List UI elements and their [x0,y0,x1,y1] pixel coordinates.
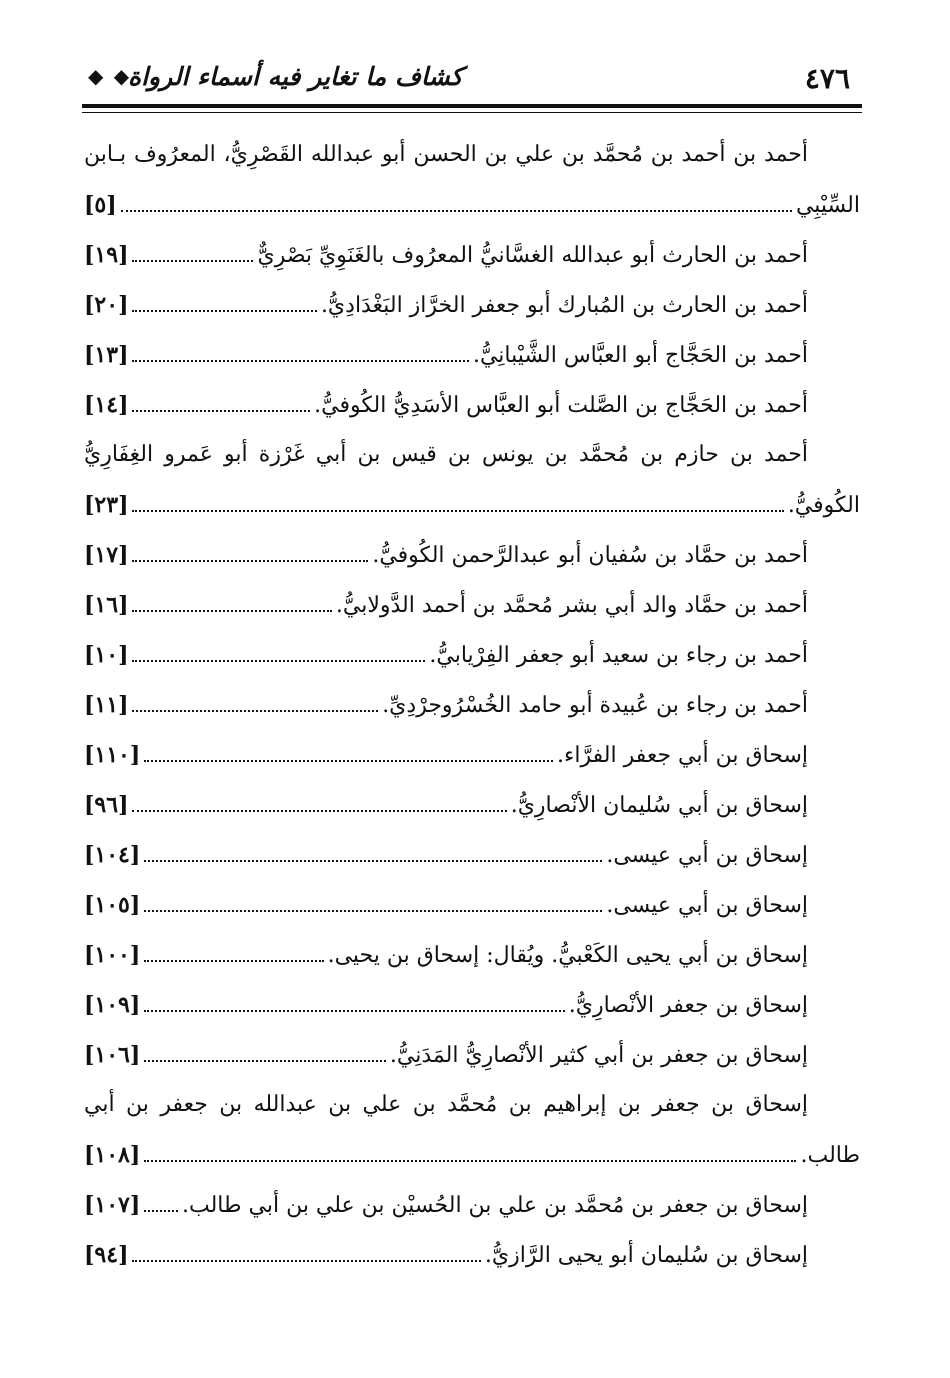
entry-reference-number: [١٧] [84,542,129,568]
index-entry [84,1180,860,1230]
dot-leader [132,810,506,812]
entry-line [84,630,860,680]
entry-line [84,1130,860,1180]
entry-line [84,330,860,380]
page-number: ٤٧٦ [804,62,850,95]
entry-reference-number: [١٩] [84,242,129,268]
index-entry [84,330,860,380]
entry-text: السِّيْبِي [795,193,860,218]
dot-leader [132,1260,480,1262]
entry-text: أحمد بن الحَجَّاج أبو العبَّاس الشَّيْبانِيُّ. [472,343,808,368]
entry-line [84,230,860,280]
entry-text: أحمد بن الحارث بن المُبارك أبو جعفر الخرَّاز البَغْدَادِيُّ. [320,293,808,318]
dot-leader [132,710,378,712]
index-entry [84,630,860,680]
entry-line [84,580,860,630]
entry-text: أحمد بن حمَّاد بن سُفيان أبو عبدالرَّحمن الكُوفيُّ. [372,543,808,568]
entry-text: أحمد بن رجاء بن سعيد أبو جعفر الفِرْيابيُّ. [429,643,808,668]
entry-text: إسحاق بن أبي سُليمان الأنْصارِيُّ. [510,793,808,818]
entry-reference-number: [٢٠] [84,292,129,318]
dot-leader [144,1160,796,1162]
entry-reference-number: [١٠٩] [84,992,141,1018]
entry-line [84,1230,860,1280]
entry-text: إسحاق بن أبي عيسى. [606,893,808,918]
index-entry [84,730,860,780]
dot-leader [132,560,368,562]
entry-line [84,880,860,930]
dot-leader [121,210,792,212]
entry-reference-number: [١٤] [84,392,129,418]
entry-reference-number: [١٠] [84,642,129,668]
entry-text: أحمد بن أحمد بن مُحمَّد بن علي بن الحسن أبو عبدالله القَصْرِيُّ، المعرُوف بـابن [84,142,808,167]
entry-text: أحمد بن الحارث أبو عبدالله الغسَّانيُّ المعرُوف بالغَنَوِيِّ بَصْرِيٌّ [257,243,808,268]
entry-line [84,180,860,230]
entry-text: أحمد بن حازم بن مُحمَّد بن يونس بن قيس بن أبي غَرْزة أبو عَمرو الغِفَارِيُّ [84,442,808,467]
entry-line [84,380,860,430]
entry-line [84,980,860,1030]
running-title: كشاف ما تغاير فيه أسماء الرواة [128,62,463,91]
entry-reference-number: [١٦] [84,592,129,618]
dot-leader [144,1060,386,1062]
entry-line [84,530,860,580]
index-entry [84,580,860,630]
index-entry [84,530,860,580]
index-entry [84,930,860,980]
entry-reference-number: [١٠٧] [84,1192,141,1218]
entry-reference-number: [١١] [84,692,129,718]
entry-text: أحمد بن الحَجَّاج بن الصَّلت أبو العبَّاس الأسَدِيُّ الكُوفيُّ. [314,393,808,418]
entry-reference-number: [٩٤] [84,1242,129,1268]
dot-leader [132,610,331,612]
index-entry [84,1080,860,1180]
narrator-index-list [84,130,860,1280]
header-rule-thick [82,104,862,108]
entry-line [84,1180,860,1230]
entry-reference-number: [٩٦] [84,792,129,818]
dot-leader [144,910,602,912]
entry-text: أحمد بن حمَّاد والد أبي بشر مُحمَّد بن أحمد الدَّولابيُّ. [335,593,808,618]
entry-line [84,130,860,180]
entry-line [84,680,860,730]
index-entry [84,230,860,280]
dot-leader [144,1010,564,1012]
index-entry [84,680,860,730]
entry-text: إسحاق بن جعفر الأنْصارِيُّ. [568,993,808,1018]
diamond-ornament-icon: ◆ ◆ [88,64,132,88]
dot-leader [144,960,323,962]
dot-leader [132,660,425,662]
index-entry [84,830,860,880]
entry-text: إسحاق بن جعفر بن أبي كثير الأنْصارِيُّ المَدَنِيُّ. [389,1043,808,1068]
index-entry [84,980,860,1030]
entry-reference-number: [١٣] [84,342,129,368]
entry-line [84,730,860,780]
dot-leader [132,310,316,312]
entry-line [84,780,860,830]
entry-line [84,430,860,480]
dot-leader [132,410,310,412]
entry-reference-number: [١١٠] [84,742,141,768]
dot-leader [144,1210,178,1212]
entry-text: إسحاق بن أبي يحيى الكَعْبيُّ. ويُقال: إسحاق بن يحيى. [327,943,808,968]
entry-line [84,1030,860,1080]
entry-text: أحمد بن رجاء بن عُبيدة أبو حامد الخُسْرُوجرْدِيِّ. [382,693,808,718]
entry-line [84,480,860,530]
index-entry [84,880,860,930]
entry-reference-number: [١٠٨] [84,1142,141,1168]
entry-text: طالب. [800,1143,860,1168]
dot-leader [144,760,553,762]
dot-leader [132,510,783,512]
entry-text: إسحاق بن أبي عيسى. [606,843,808,868]
entry-reference-number: [١٠٤] [84,842,141,868]
entry-line [84,830,860,880]
index-entry [84,780,860,830]
entry-line [84,930,860,980]
entry-reference-number: [١٠٦] [84,1042,141,1068]
index-entry [84,1230,860,1280]
entry-text: إسحاق بن أبي جعفر الفرَّاء. [557,743,808,768]
entry-reference-number: [٥] [84,192,117,218]
entry-text: إسحاق بن سُليمان أبو يحيى الرَّازيُّ. [484,1243,808,1268]
dot-leader [144,860,602,862]
entry-reference-number: [١٠٠] [84,942,141,968]
entry-reference-number: [٢٣] [84,492,129,518]
dot-leader [132,360,468,362]
entry-reference-number: [١٠٥] [84,892,141,918]
entry-text: إسحاق بن جعفر بن مُحمَّد بن علي بن الحُسيْن بن علي بن أبي طالب. [182,1193,808,1218]
page-header [88,58,850,104]
index-entry [84,280,860,330]
header-rule-thin [82,112,862,113]
entry-text: الكُوفيُّ. [787,493,860,518]
index-entry [84,430,860,530]
index-entry [84,130,860,230]
entry-line [84,280,860,330]
entry-line [84,1080,860,1130]
index-entry [84,380,860,430]
entry-text: إسحاق بن جعفر بن إبراهيم بن مُحمَّد بن علي بن عبدالله بن جعفر بن أبي [84,1092,808,1117]
dot-leader [132,260,253,262]
index-entry [84,1030,860,1080]
